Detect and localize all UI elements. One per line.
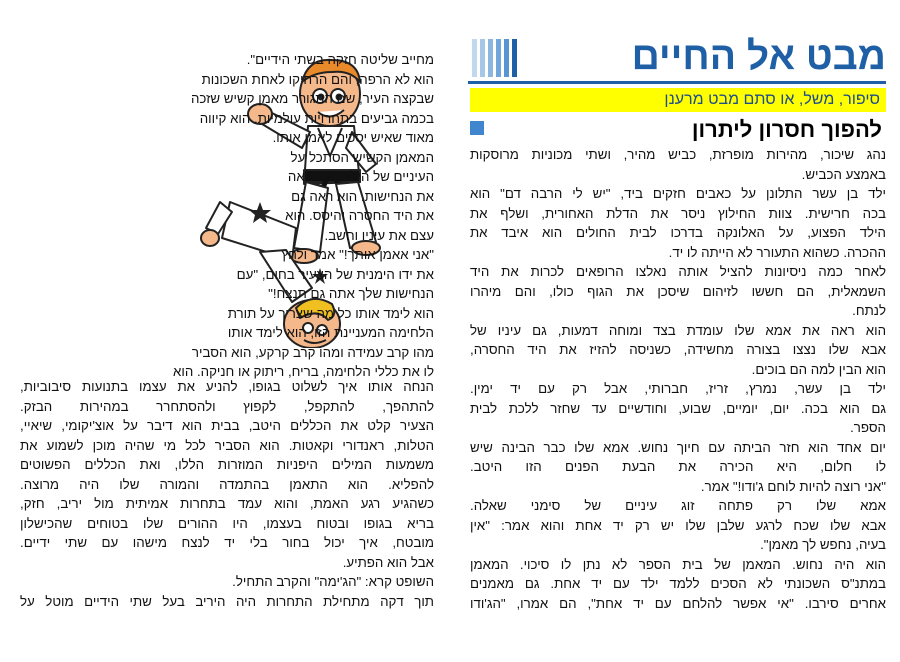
- column-subtitle: סיפור, משל, או סתם מבט מרענן: [664, 91, 880, 108]
- text-line: את ידו הימנית של הצעיר בחום, "עם: [236, 266, 434, 282]
- title-square-icon: [470, 121, 484, 135]
- text-line: הילד הפצוע, על האלונקה בדרכו לבית החולים הוא איבד את: [470, 225, 886, 240]
- text-line: שבקצה העיר, שם התגורר מאמן קשיש שזכה: [190, 91, 434, 106]
- text-line: הוא הבין למה הם בוכים.: [751, 361, 886, 377]
- column-title: מבט אל החיים: [631, 35, 886, 78]
- text-line: הוא לימד אותו כל מה שצריך על תורת: [227, 305, 434, 321]
- text-line: מאוד שאיש יסכים לאמן אותו.: [272, 130, 434, 145]
- header-stripes-icon: [472, 39, 520, 77]
- text-line: מובטח, איך יכול בחור בלי יד לנצח מישהו עם שתי ידיים.: [20, 535, 434, 550]
- text-line: אבא שלו נצצו בצורה מחשידה, כשניסה להזיז את היד החסרה,: [470, 342, 886, 357]
- column-header: [468, 33, 886, 81]
- text-line: באמצע הכביש.: [801, 166, 886, 182]
- text-line: מחייב שליטה חזקה בשתי הידיים".: [246, 52, 434, 67]
- text-line: ההכרה. כשהוא התעורר לא הייתה לו יד.: [668, 244, 886, 260]
- text-line: העיניים של הילד, הוא ראה: [287, 169, 434, 184]
- text-line: בעיה, נחפש לך מאמן".: [760, 537, 886, 552]
- text-line: לאחר כמה ניסיונות להציל אותה נאלצו הרופאים לכרות את היד: [470, 264, 886, 279]
- text-line: בכה חרישית. צוות החילוץ ניסר את הדלת האחורית, ושלף את: [470, 205, 886, 221]
- article-body-left-top: [173, 50, 434, 382]
- text-line: משמעות המילים היפניות המוזרות הללו, ואת הכללים הפשוטים: [20, 457, 434, 472]
- text-line: נהג שיכור, מהירות מופרזת, כביש מהיר, ושתי מכוניות מרוסקות: [470, 147, 886, 162]
- text-line: אבא שלו שכח לרגע שלבן שלו יש רק יד אחת והוא אמר: "אין: [470, 517, 886, 533]
- text-line: במתנ"ס השכונתי לא הסכים ללמד ילד עם יד אחת. גם מאמנים: [470, 576, 886, 591]
- article-body-left-bottom: [20, 377, 434, 611]
- text-line: את הנחישות. הוא ראה גם: [291, 188, 434, 204]
- text-line: אמא שלו רק פתחה זוג עיניים של סימני שאלה.: [470, 498, 886, 513]
- text-line: הלחימה המעניינת הזו, הוא לימד אותו: [227, 325, 434, 340]
- column-subtitle-bar: [470, 88, 886, 112]
- text-line: לנתח.: [852, 303, 886, 318]
- text-line: "אני רוצה להיות לוחם ג'ודו!" אמר.: [700, 478, 886, 494]
- text-line: הנחישות שלך אתה גם תנצח!": [268, 286, 434, 301]
- text-line: לו את כללי הלחימה, בריח, ריתוק או חניקה. הוא: [173, 364, 434, 379]
- text-line: ילד בן עשר, נמרץ, זריז, חברותי, אבל רק עם יד ימין.: [470, 381, 886, 396]
- text-line: גם הוא בכה. יום, יומיים, שבוע, וחודשיים עד שחזר ללכת לבית: [470, 400, 886, 416]
- text-line: המאמן הקשיש הסתכל על: [290, 149, 434, 165]
- text-line: הוא היה נחוש. המאמן של בית הספר לא נתן לו סיכוי. המאמן: [470, 556, 886, 572]
- text-line: "אני אאמן אותך!" אמר ולחץ: [281, 247, 434, 262]
- text-line: לו חלום, היא הכירה את הבעת הפנים הזו היטב.: [470, 459, 886, 474]
- text-line: להתהפך, להתקפל, לקפוץ ולהסתחרר במהירות הבזק.: [20, 398, 434, 414]
- text-line: הטלות, ראנדורי וקאטות. הוא הסביר לכל מי שהיה מוכן לשמוע את: [20, 437, 434, 453]
- text-line: ילד בן עשר התלונן על כאבים חזקים ביד, "יש לי הרבה דם" הוא: [470, 186, 886, 201]
- text-line: הנחה אותו איך לשלוט בגופו, להניע את עצמו בתנועות סיבוביות,: [20, 379, 434, 394]
- text-line: הוא ראה את אמא שלו עומדת בצד ומוחה דמעות, גם עיניו של: [470, 322, 886, 338]
- text-line: הספר.: [850, 420, 886, 435]
- text-line: השמאלית, הם חששו לזיהום שיסכן את הגוף כולו, והם מיהרו: [470, 283, 886, 299]
- text-line: אחרים סירבו. "אי אפשר להלחם עם יד אחת", הם אמרו, "הג'ודו: [470, 595, 886, 611]
- text-line: השופט קרא: "הג'ימה" והקרב התחיל.: [232, 574, 434, 589]
- text-line: תוך דקה מתחילת התחרות היה היריב בעל שתי הידיים מוטל על: [20, 593, 434, 609]
- article-body-right: [470, 145, 886, 613]
- text-line: הוא לא הרפה, והם הרחיקו לאחת השכונות: [201, 71, 434, 87]
- text-line: יום אחד הוא חזר הביתה עם חיוך נחוש. אמא שלו כבר הבינה שיש: [470, 439, 886, 455]
- text-line: את היד החסרה והיסס. הוא: [285, 208, 434, 223]
- header-divider: [468, 81, 886, 84]
- text-line: בריא בגופו ובטוח בעצמו, היו ההורים שלו בטוחים שהכישלון: [20, 515, 434, 531]
- text-line: כשהגיע רגע האמת, והוא עמד בתחרות אמיתית מול יריב, חזק,: [20, 496, 434, 511]
- text-line: להפליא. הוא התאמן בהתמדה והמורה שלו היה מרוצה.: [20, 476, 434, 492]
- text-line: עצם את עיניו וחשב.: [324, 227, 434, 243]
- text-line: מהו קרב עמידה ומהו קרב קרקע, הוא הסביר: [191, 344, 434, 360]
- text-line: הצעיר קלט את הכללים היטב, בבית הוא דיבר על אוצ'יקומי, שיאיי,: [20, 418, 434, 433]
- text-line: בכמה גביעים בתחרויות עולמיות. הוא קיווה: [199, 110, 434, 126]
- text-line: אבל הוא הפתיע.: [342, 554, 434, 570]
- article-title: להפוך חסרון ליתרון: [691, 117, 882, 142]
